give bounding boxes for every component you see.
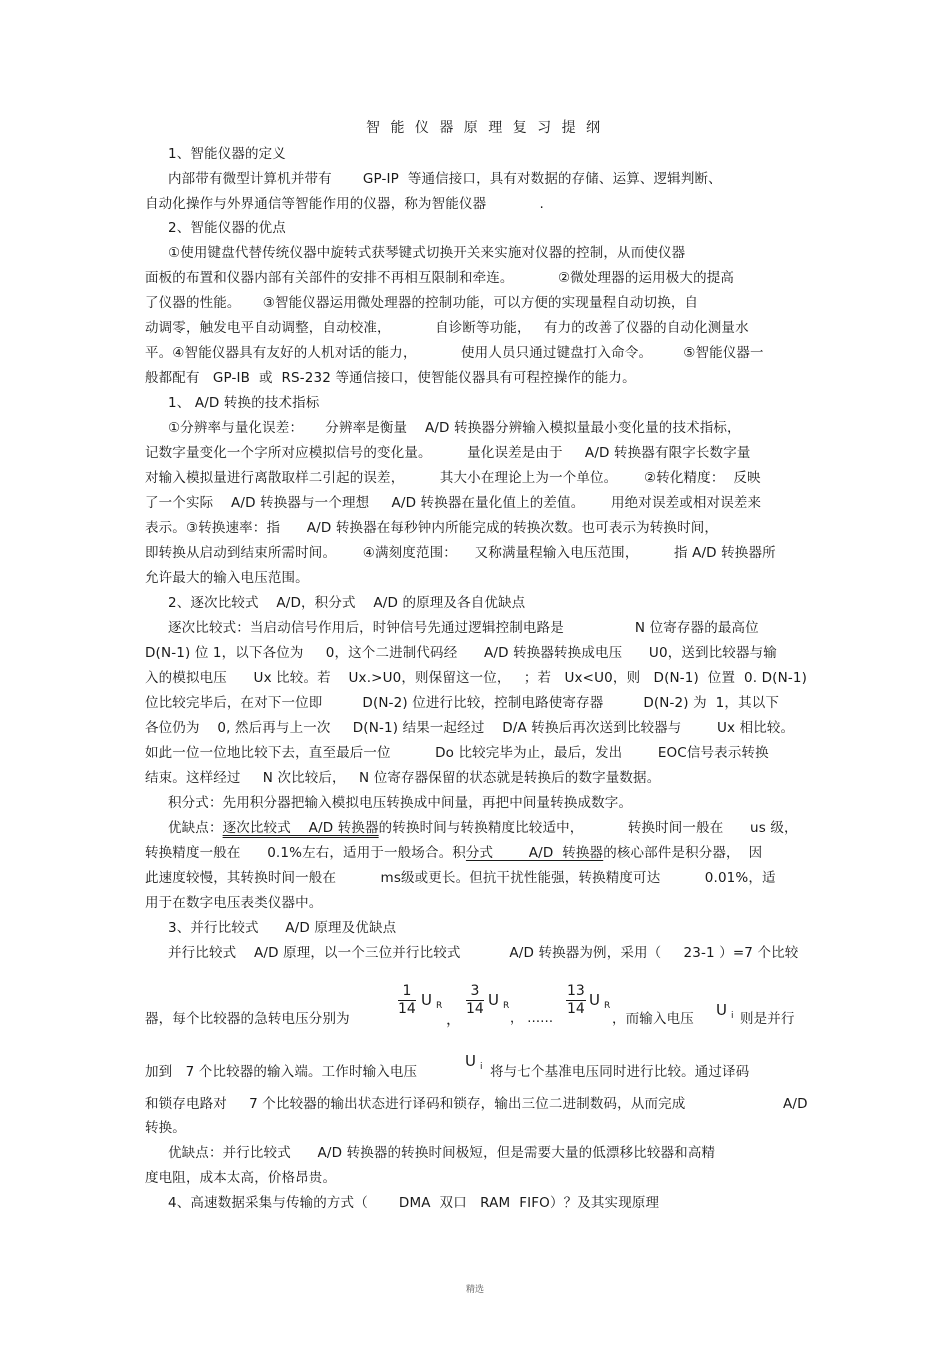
underlined-term: 逐次比较式 A/D 转换器 [222, 820, 379, 836]
text-line: 将与七个基准电压同时进行比较。通过译码 [490, 1064, 750, 1080]
fraction-1-14: $\frac{1}{14}$ [398, 983, 416, 1017]
text-line: 了一个实际 A/D 转换器与一个理想 A/D 转换器在量化值上的差值。 用绝对误差或相对误差来 [145, 495, 762, 511]
text-line: 允许最大的输入电压范围。 [145, 570, 309, 586]
symbol-u: U [421, 991, 432, 1009]
text-line: 般都配有 GP-IB 或 RS-232 等通信接口，使智能仪器具有可程控操作的能力。 [145, 370, 636, 386]
underlined-term: 分式 A/D 转换器 [465, 845, 604, 861]
text-line: 器，每个比较器的急转电压分别为 [145, 1011, 350, 1027]
text-line: 逐次比较式：当启动信号作用后，时钟信号先通过逻辑控制电路是 N 位寄存器的最高位 [168, 620, 759, 636]
text-line: 即转换从启动到结束所需时间。 ④满刻度范围： 又称满量程输入电压范围， 指 A/D 转换器所 [145, 545, 776, 561]
section-heading: 2、智能仪器的优点 [168, 220, 286, 236]
section-heading: 1、智能仪器的定义 [168, 146, 286, 162]
text-line: 记数字量变化一个字所对应模拟信号的变化量。 量化误差是由于 A/D 转换器有限字长数字量 [145, 445, 751, 461]
section-heading: 3、并行比较式 A/D 原理及优缺点 [168, 920, 397, 936]
section-heading: 2、逐次比较式 A/D，积分式 A/D 的原理及各自优缺点 [168, 595, 526, 611]
text-line: 度电阻，成本太高，价格昂贵。 [145, 1170, 337, 1186]
ellipsis: ， …… [510, 1011, 554, 1026]
text-line: 结束。这样经过 N 次比较后， N 位寄存器保留的状态就是转换后的数字量数据。 [145, 770, 661, 786]
text-line: 此速度较慢，其转换时间一般在 ms级或更长。但抗干扰性能强，转换精度可达 0.01%，适 [145, 870, 776, 886]
text-line: ，而输入电压 [612, 1011, 694, 1027]
subscript-i: i [731, 1011, 734, 1021]
symbol-u: U [716, 1001, 727, 1019]
subscript-r: R [503, 1001, 510, 1011]
subscript-r: R [604, 1001, 611, 1011]
symbol-u: U [465, 1052, 476, 1070]
text-line: 自动化操作与外界通信等智能作用的仪器，称为智能仪器 . [145, 196, 544, 212]
text-line: 和锁存电路对 7 个比较器的输出状态进行译码和锁存，输出三位二进制数码，从而完成 [145, 1096, 686, 1112]
text-line: 动调零，触发电平自动调整，自动校准， 自诊断等功能， 有力的改善了仪器的自动化测量水 [145, 320, 749, 336]
text-line: 位比较完毕后，在对下一位即 D(N-2) 位进行比较，控制电路使寄存器 D(N-2) 为 1，其以下 [145, 695, 780, 711]
text-line: D(N-1) 位 1，以下各位为 0，这个二进制代码经 A/D 转换器转换成电压 U0，送到比较器与输 [145, 645, 777, 661]
text-line: 积分式：先用积分器把输入模拟电压转换成中间量，再把中间量转换成数字。 [168, 795, 633, 811]
subscript-r: R [436, 1001, 443, 1011]
fraction-13-14: $\frac{13}{14}$ [567, 983, 585, 1017]
text-line: 面板的布置和仪器内部有关部件的安排不再相互限制和牵连。 ②微处理器的运用极大的提高 [145, 270, 735, 286]
text-line: 则是并行 [740, 1011, 795, 1027]
section-heading: 1、 A/D 转换的技术指标 [168, 395, 320, 411]
symbol-u: U [589, 991, 600, 1009]
text-line: 如此一位一位地比较下去，直至最后一位 Do 比较完毕为止，最后，发出 EOC信号表示转换 [145, 745, 769, 761]
text-line: 对输入模拟量进行离散取样二引起的误差， 其大小在理论上为一个单位。 ②转化精度： 反映 [145, 470, 761, 486]
text-line: A/D [783, 1096, 808, 1112]
text-line: 优缺点：并行比较式 A/D 转换器的转换时间极短，但是需要大量的低漂移比较器和高精 [168, 1145, 716, 1161]
text-line: 了仪器的性能。 ③智能仪器运用微处理器的控制功能，可以方便的实现量程自动切换，自 [145, 295, 699, 311]
text-line: 表示。③转换速率：指 A/D 转换器在每秒钟内所能完成的转换次数。也可表示为转换时间， [145, 520, 719, 536]
document-title: 智 能 仪 器 原 理 复 习 提 纲 [366, 120, 604, 136]
text-line: 平。④智能仪器具有友好的人机对话的能力， 使用人员只通过键盘打入命令。 ⑤智能仪器一 [145, 345, 764, 361]
advantages-line: 转换精度一般在 0.1%左右，适用于一般场合。积分式 A/D 转换器的核心部件是积分器， 因 [145, 845, 763, 861]
page-footer: 精选 [466, 1285, 485, 1295]
text-line: 各位仍为 0, 然后再与上一次 D(N-1) 结果一起经过 D/A 转换后再次送到比较器与 Ux 相比较。 [145, 720, 795, 736]
fraction-3-14: $\frac{3}{14}$ [466, 983, 484, 1017]
separator: ， [446, 1010, 462, 1028]
text-line: 内部带有微型计算机并带有 GP-IP 等通信接口，具有对数据的存储、运算、逻辑判断、 [168, 171, 722, 187]
section-heading: 4、高速数据采集与传输的方式（ DMA 双口 RAM FIFO）？及其实现原理 [168, 1195, 660, 1211]
text-line: 用于在数字电压表类仪器中。 [145, 895, 323, 911]
text-line: 入的模拟电压 Ux 比较。若 Ux.>U0，则保留这一位， ；若 Ux<U0，则 D(N-1) 位置 0. D(N-1) [145, 670, 808, 686]
subscript-i: i [480, 1062, 483, 1072]
text-line: 并行比较式 A/D 原理，以一个三位并行比较式 A/D 转换器为例，采用（ 23-1 ）=7 个比较 [168, 945, 799, 961]
text-line: ①使用键盘代替传统仪器中旋转式获琴键式切换开关来实施对仪器的控制，从而使仪器 [168, 245, 686, 261]
advantages-line: 优缺点：逐次比较式 A/D 转换器的转换时间与转换精度比较适中， 转换时间一般在 us 级， [168, 820, 798, 836]
symbol-u: U [488, 991, 499, 1009]
text-line: ①分辨率与量化误差： 分辨率是衡量 A/D 转换器分辨输入模拟量最小变化量的技术指标， [168, 420, 741, 436]
text-line: 转换。 [145, 1120, 186, 1136]
text-line: 加到 7 个比较器的输入端。工作时输入电压 [145, 1064, 418, 1080]
